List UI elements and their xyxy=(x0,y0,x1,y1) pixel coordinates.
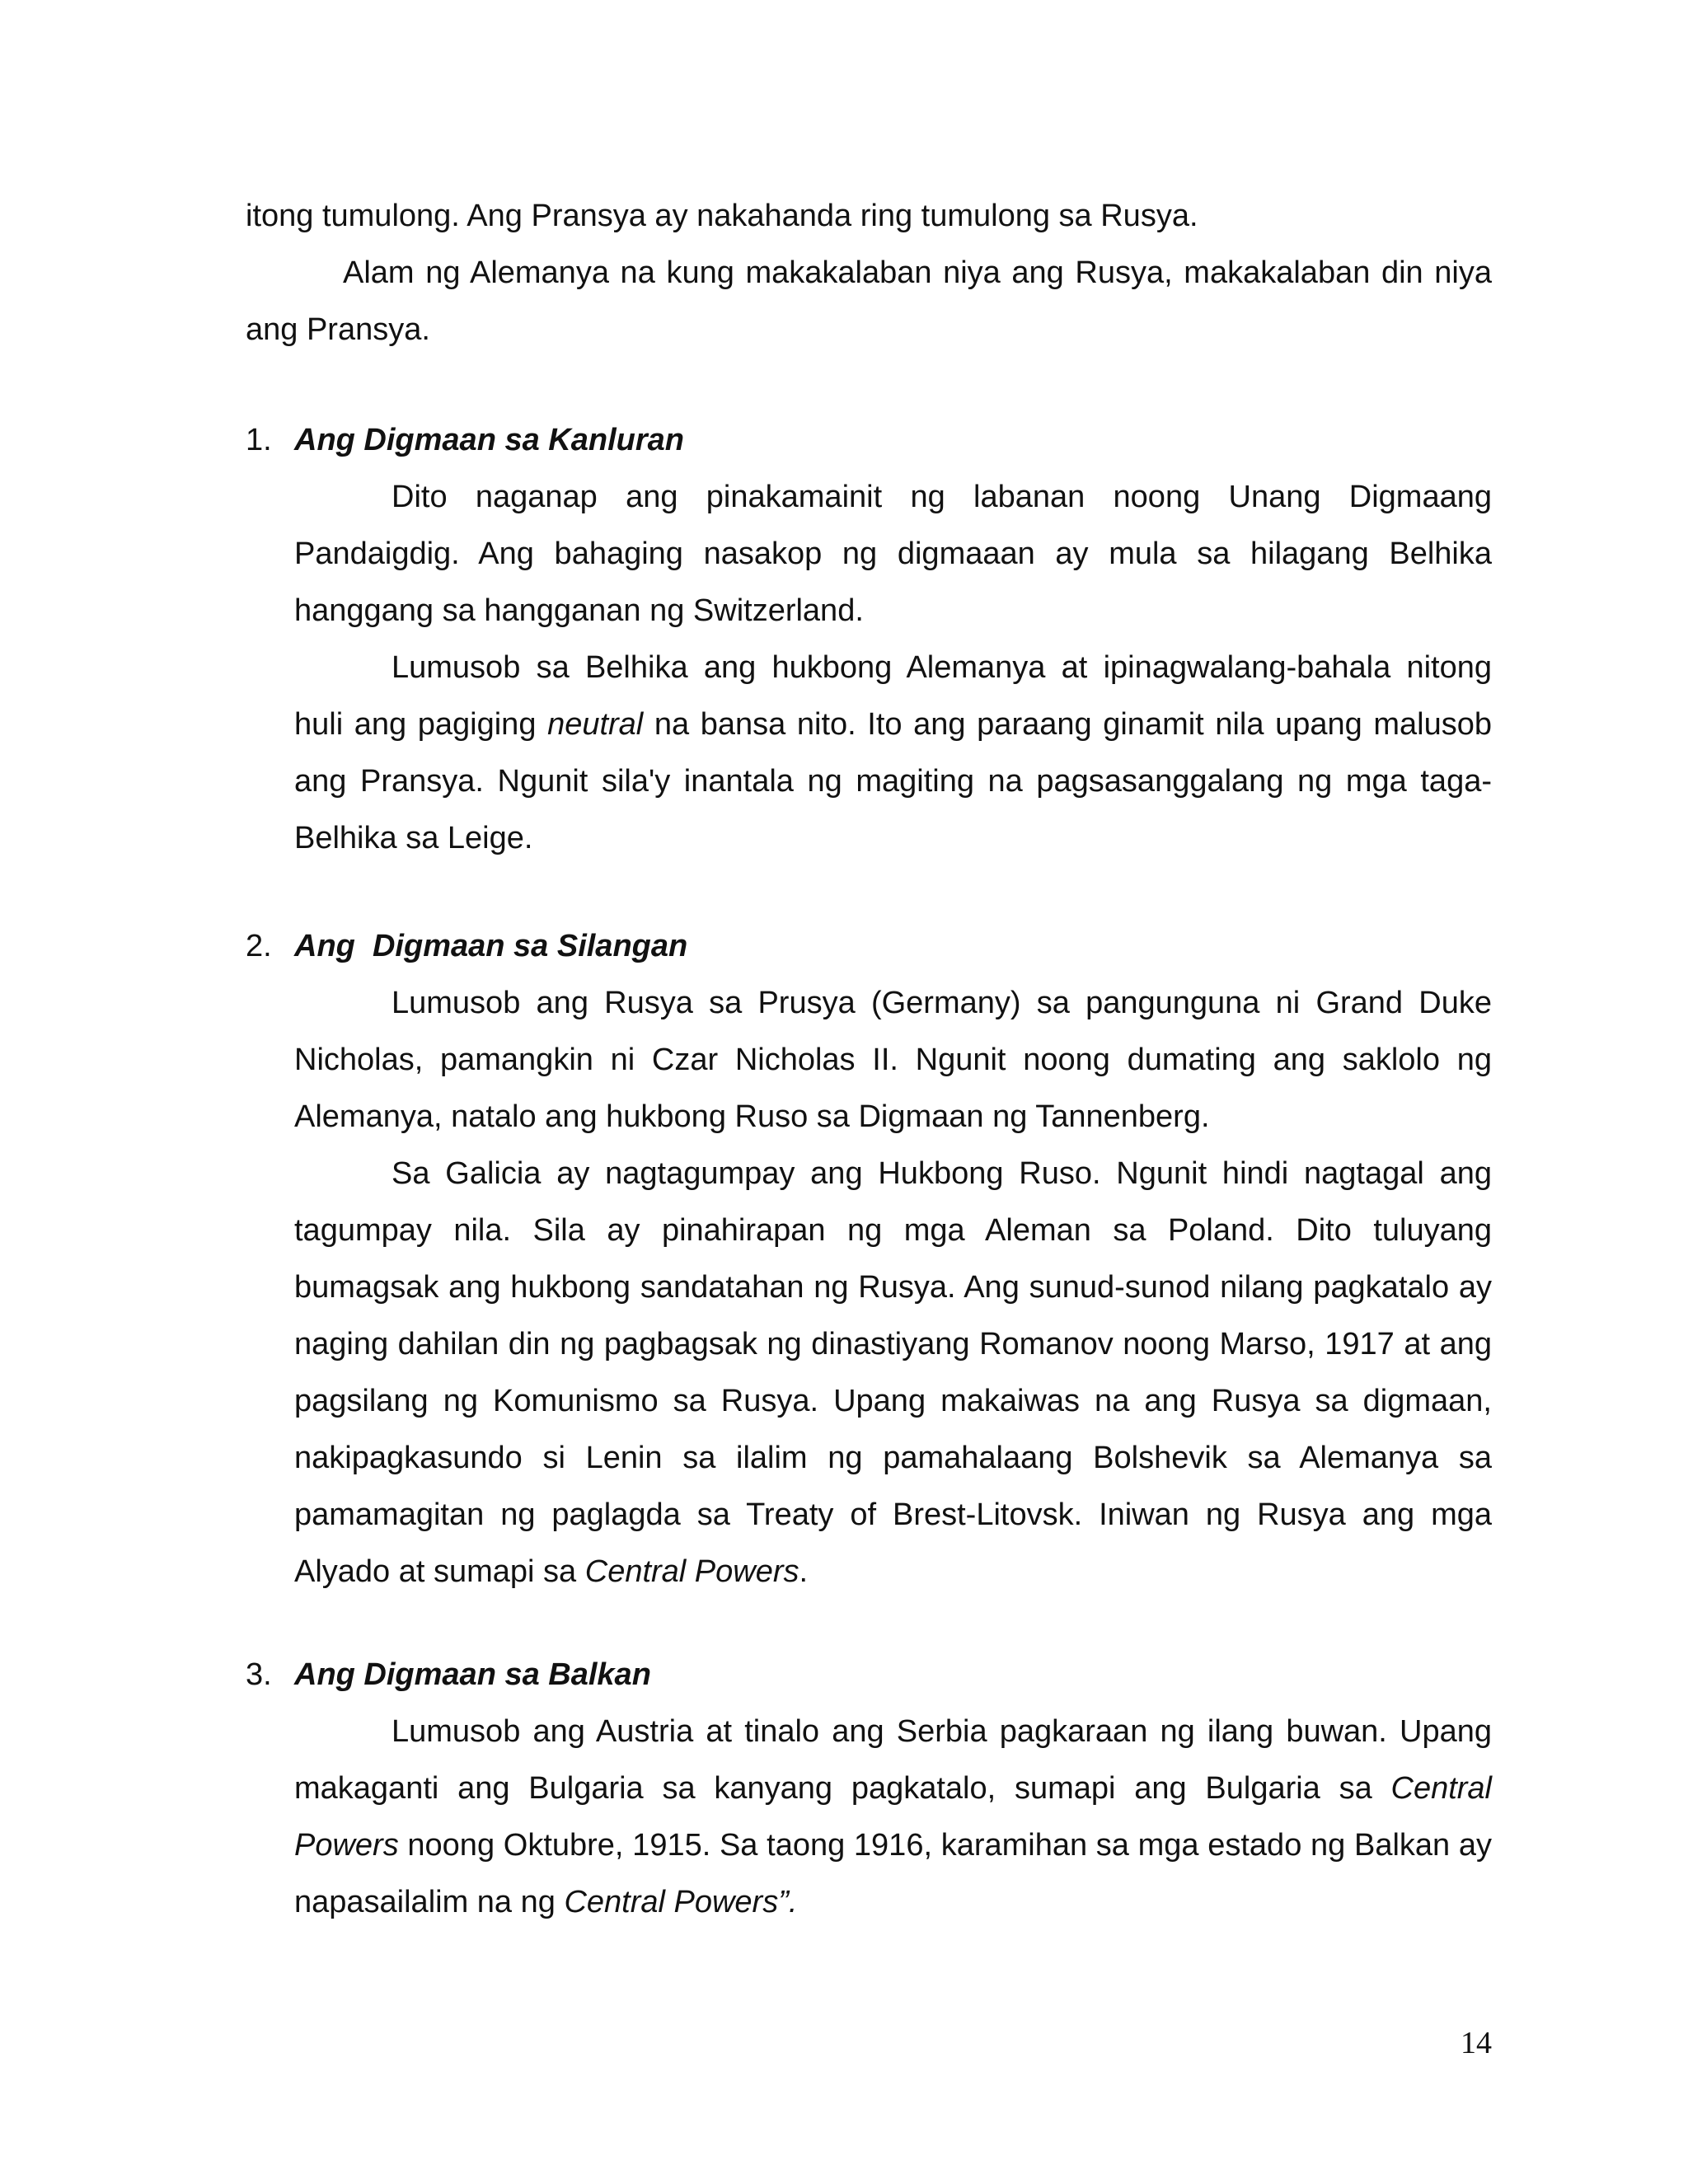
section-heading xyxy=(246,412,1492,469)
paragraph-text: . xyxy=(799,1554,809,1589)
section-number: 3. xyxy=(246,1657,272,1692)
section-paragraph: Lumusob ang Rusya sa Prusya (Germany) sa pangunguna ni Grand Duke Nicholas, pamangkin ni Czar Nicholas II. Ngunit noong dumating ang saklolo ng Alemanya, natalo ang hukbong Ruso sa Digmaan ng Tannenberg. xyxy=(294,986,1492,1134)
italic-term: Central Powers xyxy=(294,1771,1492,1863)
section-paragraph xyxy=(294,1146,1492,1601)
paragraph-text: Lumusob sa Belhika ang hukbong Alemanya at ipinagwalang-bahala nitong huli ang pagiging xyxy=(294,650,1492,742)
italic-term: neutral xyxy=(547,707,644,742)
page-number: 14 xyxy=(1461,2026,1492,2060)
section-body xyxy=(294,1704,1492,1931)
section-kanluran xyxy=(246,412,1492,867)
italic-term: Central Powers”. xyxy=(564,1885,798,1919)
intro-block xyxy=(246,188,1492,359)
section-heading xyxy=(246,1647,1492,1704)
section-paragraph xyxy=(294,1704,1492,1931)
section-silangan xyxy=(246,918,1492,1601)
section-number: 1. xyxy=(246,423,272,457)
section-title: Ang Digmaan sa Silangan xyxy=(294,929,688,963)
italic-term: Central Powers xyxy=(584,1554,799,1589)
section-body xyxy=(294,975,1492,1601)
section-heading xyxy=(246,918,1492,975)
section-body xyxy=(294,469,1492,867)
section-balkan xyxy=(246,1647,1492,1931)
paragraph-text: Sa Galicia ay nagtagumpay ang Hukbong Ruso. Ngunit hindi nagtagal ang tagumpay nila. Sila ay pinahirapan ng mga Aleman sa Poland. Dito tuluyang bumagsak ang hukbong sandatahan ng Rusya. Ang sunud-sunod nilang pagkatalo ay naging dahilan din ng pagbagsak ng dinastiyang Romanov noong Marso, 1917 at ang pagsilang ng Komunismo sa Rusya. Upang makaiwas na ang Rusya sa digmaan, nakipagkasundo si Lenin sa ilalim ng pamahalaang Bolshevik sa Alemanya sa pamamagitan ng paglagda sa Treaty of Brest-Litovsk. Iniwan ng Rusya ang mga Alyado at sumapi sa xyxy=(294,1156,1492,1589)
section-number: 2. xyxy=(246,929,272,963)
paragraph-text: Lumusob ang Austria at tinalo ang Serbia pagkaraan ng ilang buwan. Upang makaganti ang Bulgaria sa kanyang pagkatalo, sumapi ang Bulgaria sa xyxy=(294,1714,1492,1806)
section-title: Ang Digmaan sa Balkan xyxy=(294,1657,651,1692)
intro-paragraph: Alam ng Alemanya na kung makakalaban niya ang Rusya, makakalaban din niya ang Pransya. xyxy=(246,255,1492,347)
paragraph-text: na bansa nito. Ito ang paraang ginamit nila upang malusob ang Pransya. Ngunit sila'y inantala ng magiting na pagsasanggalang ng mga taga-Belhika sa Leige. xyxy=(294,707,1492,855)
paragraph-text: noong Oktubre, 1915. Sa taong 1916, karamihan sa mga estado ng Balkan ay napasailalim na ng xyxy=(294,1828,1492,1919)
section-paragraph xyxy=(294,640,1492,867)
intro-line: itong tumulong. Ang Pransya ay nakahanda ring tumulong sa Rusya. xyxy=(246,199,1198,233)
section-title: Ang Digmaan sa Kanluran xyxy=(294,423,684,457)
section-paragraph: Dito naganap ang pinakamainit ng labanan noong Unang Digmaang Pandaigdig. Ang bahaging nasakop ng digmaaan ay mula sa hilagang Belhika hanggang sa hangganan ng Switzerland. xyxy=(294,480,1492,628)
